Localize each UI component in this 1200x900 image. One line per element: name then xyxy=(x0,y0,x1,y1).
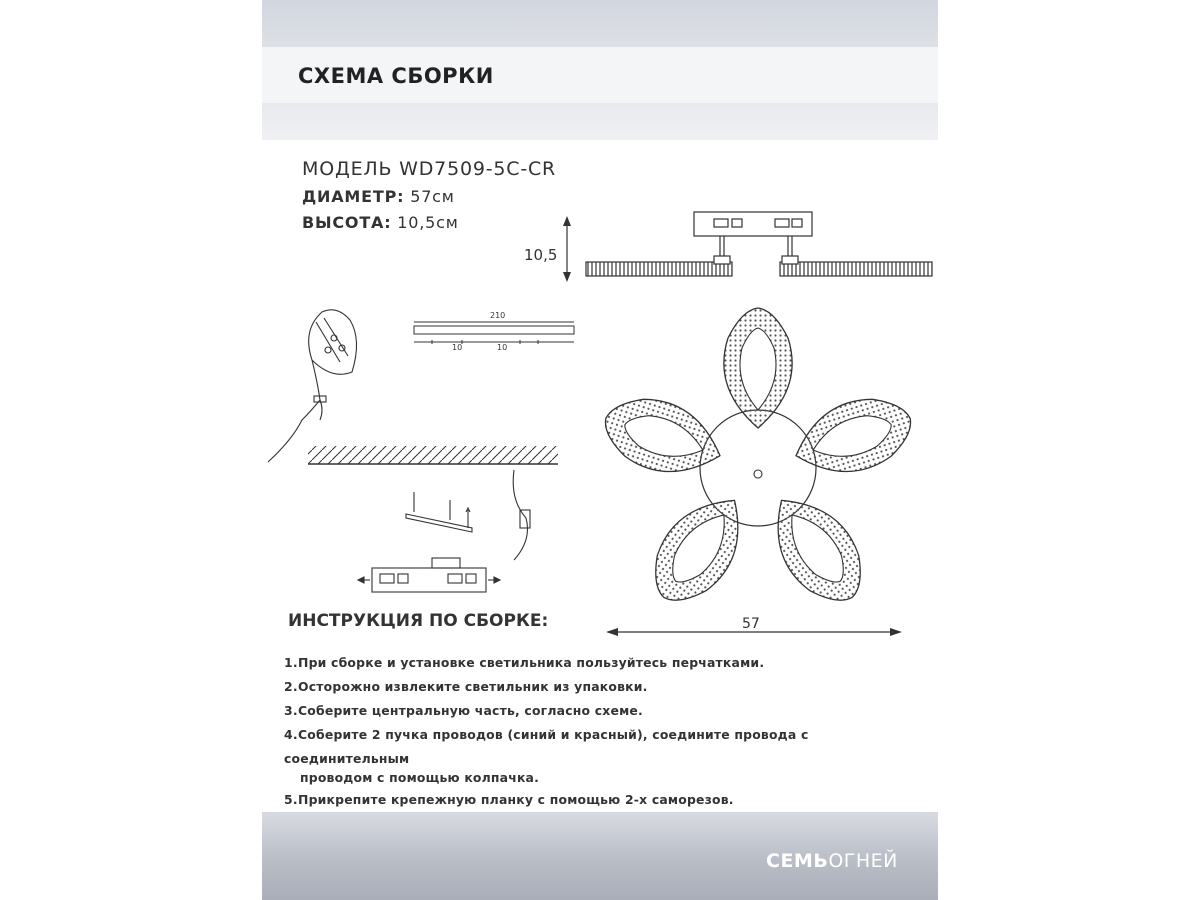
canopy-box xyxy=(358,558,500,592)
height-dimension xyxy=(524,216,571,282)
brand-logo: СЕМЬОГНЕЙ xyxy=(766,850,898,872)
diameter-dimension xyxy=(606,616,902,636)
petal xyxy=(636,480,762,617)
instruction-step: 1.При сборке и установке светильника пользуйтесь перчатками. xyxy=(284,655,765,670)
mounting-bracket-dimensions xyxy=(414,311,574,352)
height-dim-label: 10,5 xyxy=(524,246,558,264)
top-view-drawing xyxy=(595,308,920,618)
bracket-length-label: 210 xyxy=(490,311,506,320)
instruction-step: 5.Прикрепите крепежную планку с помощью 2-х саморезов. xyxy=(284,792,734,807)
height-key: ВЫСОТА: xyxy=(302,213,392,232)
height-value: 10,5см xyxy=(391,213,459,232)
instruction-sheet xyxy=(262,0,938,900)
wiring-detail xyxy=(268,310,357,462)
model-label: МОДЕЛЬ WD7509-5C-CR xyxy=(302,158,557,180)
petal xyxy=(724,308,792,428)
ceiling-hatch xyxy=(308,446,558,464)
diameter-value: 57см xyxy=(404,187,455,206)
bracket-hole-right-label: 10 xyxy=(497,343,508,352)
instruction-step: 4.Соберите 2 пучка проводов (синий и красный), соедините провода с соединительным проводом с помощью колпачка. xyxy=(284,727,809,785)
bracket-hole-left-label: 10 xyxy=(452,343,463,352)
petal xyxy=(595,386,730,488)
screw-mounting-detail xyxy=(406,470,530,560)
instruction-step: 2.Осторожно извлеките светильник из упаковки. xyxy=(284,679,648,694)
petal xyxy=(785,386,920,488)
page-title: СХЕМА СБОРКИ xyxy=(298,64,494,88)
side-view-drawing xyxy=(586,212,932,276)
instructions-title: ИНСТРУКЦИЯ ПО СБОРКЕ: xyxy=(288,611,549,631)
instruction-step: 3.Соберите центральную часть, согласно схеме. xyxy=(284,703,643,718)
petal xyxy=(754,480,880,617)
assembly-diagram xyxy=(262,0,938,640)
diameter-key: ДИАМЕТР: xyxy=(302,187,405,206)
diameter-dim-label: 57 xyxy=(742,616,760,632)
